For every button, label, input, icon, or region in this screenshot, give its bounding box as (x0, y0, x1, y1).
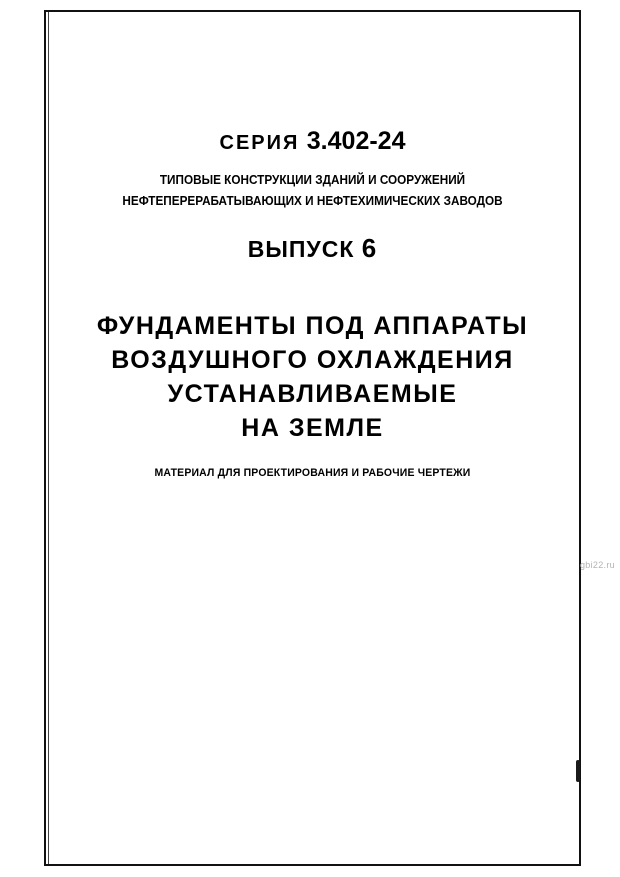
series-number: 3.402-24 (306, 127, 406, 155)
issue-number: 6 (361, 233, 378, 263)
subtitle-line-1: ТИПОВЫЕ КОНСТРУКЦИИ ЗДАНИЙ И СООРУЖЕНИЙ (159, 173, 466, 187)
issue-label: ВЫПУСК (247, 236, 355, 262)
scan-edge-artifact (576, 760, 580, 782)
document-title-line-4: НА ЗЕМЛЕ (241, 414, 384, 442)
subtitle-line-2: НЕФТЕПЕРЕРАБАТЫВАЮЩИХ И НЕФТЕХИМИЧЕСКИХ ЗАВОДОВ (122, 194, 503, 208)
document-footnote: МАТЕРИАЛ ДЛЯ ПРОЕКТИРОВАНИЯ И РАБОЧИЕ ЧЕРТЕЖИ (154, 467, 471, 479)
watermark-text: gbi22.ru (580, 560, 615, 570)
document-title-line-1: ФУНДАМЕНТЫ ПОД АППАРАТЫ (96, 312, 529, 340)
document-title-line-3: УСТАНАВЛИВАЕМЫЕ (167, 380, 458, 408)
issue-heading (44, 233, 581, 264)
title-page-content (44, 10, 581, 866)
series-heading (44, 128, 581, 156)
document-title-line-2: ВОЗДУШНОГО ОХЛАЖДЕНИЯ (111, 346, 514, 374)
series-label: СЕРИЯ (219, 132, 300, 154)
